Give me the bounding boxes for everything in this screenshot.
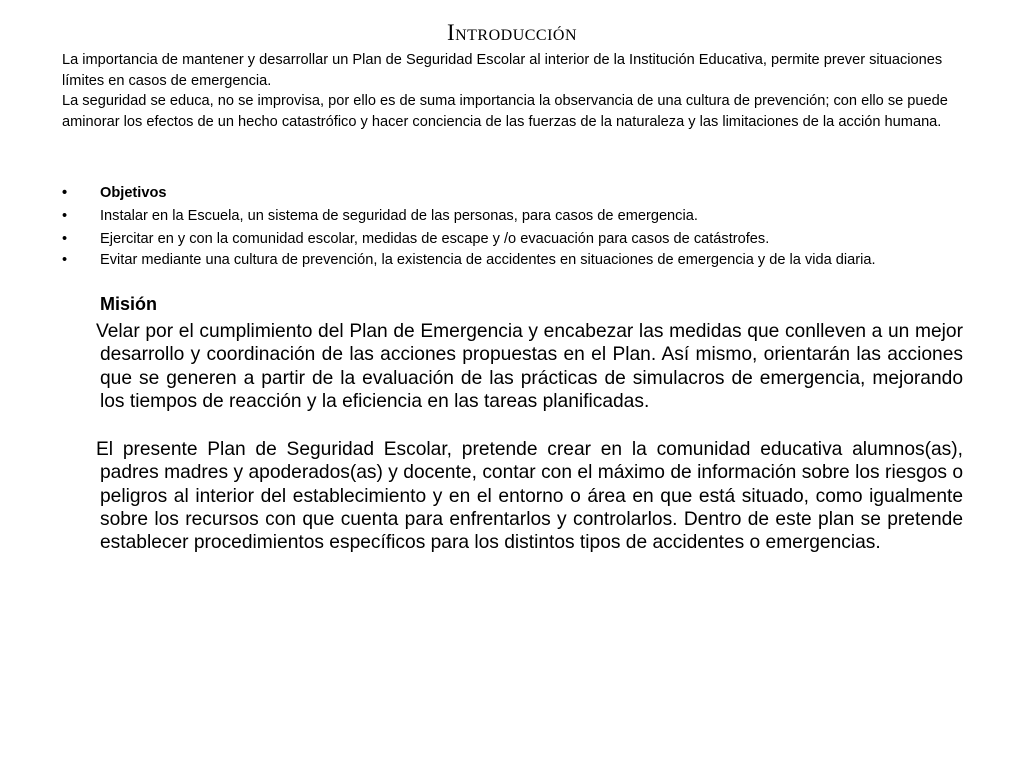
bullet-icon: • — [62, 185, 68, 201]
intro-paragraph: La seguridad se educa, no se improvisa, por ello es de suma importancia la observancia de una cultura de prevención; con ello se puede aminorar los efectos de un hecho catastrófico y hacer conciencia de las fuerzas de la naturaleza y las limitaciones de la acción humana. — [62, 93, 948, 130]
list-item — [62, 206, 967, 226]
bullet-icon: • — [62, 252, 68, 268]
bullet-icon: • — [62, 231, 68, 247]
plan-paragraph: El presente Plan de Seguridad Escolar, pretende crear en la comunidad educativa alumnos(as), padres madres y apoderados(as) y docente, contar con el máximo de información sobre los riesgos o peligros al interior del establecimiento y en el entorno o área en que está situado, como igualmente sobre los recursos con que cuenta para enfrentarlos y controlarlos. Dentro de este plan se pretende establecer procedimientos específicos para los distintos tipos de accidentes o emergencias. — [96, 439, 963, 554]
list-item-text: Evitar mediante una cultura de prevención, la existencia de accidentes en situaciones de emergencia y de la vida diaria. — [100, 252, 876, 268]
list-item — [62, 252, 967, 268]
mision-paragraph: Velar por el cumplimiento del Plan de Emergencia y encabezar las medidas que conlleven a un mejor desarrollo y coordinación de las acciones propuestas en el Plan. Así mismo, orientarán las acciones que se generen a partir de la evaluación de las prácticas de simulacros de emergencia, mejorando los tiempos de reacción y la eficiencia en las tareas planificadas. — [96, 321, 963, 412]
list-item — [62, 229, 967, 249]
mision-heading: Misión — [100, 294, 157, 314]
objectives-list — [62, 183, 967, 271]
list-item-text: Instalar en la Escuela, un sistema de seguridad de las personas, para casos de emergencia. — [100, 208, 698, 224]
slide-title: Introducción — [446, 20, 578, 45]
list-item-text: Objetivos — [100, 185, 167, 201]
intro-block — [62, 50, 967, 132]
intro-paragraph: La importancia de mantener y desarrollar un Plan de Seguridad Escolar al interior de la Institución Educativa, permite prever situaciones límites en casos de emergencia. — [62, 52, 943, 89]
list-item-text: Ejercitar en y con la comunidad escolar, medidas de escape y /o evacuación para casos de catástrofes. — [100, 231, 770, 247]
bullet-icon: • — [62, 208, 68, 224]
list-item-objetivos-heading — [62, 183, 967, 203]
